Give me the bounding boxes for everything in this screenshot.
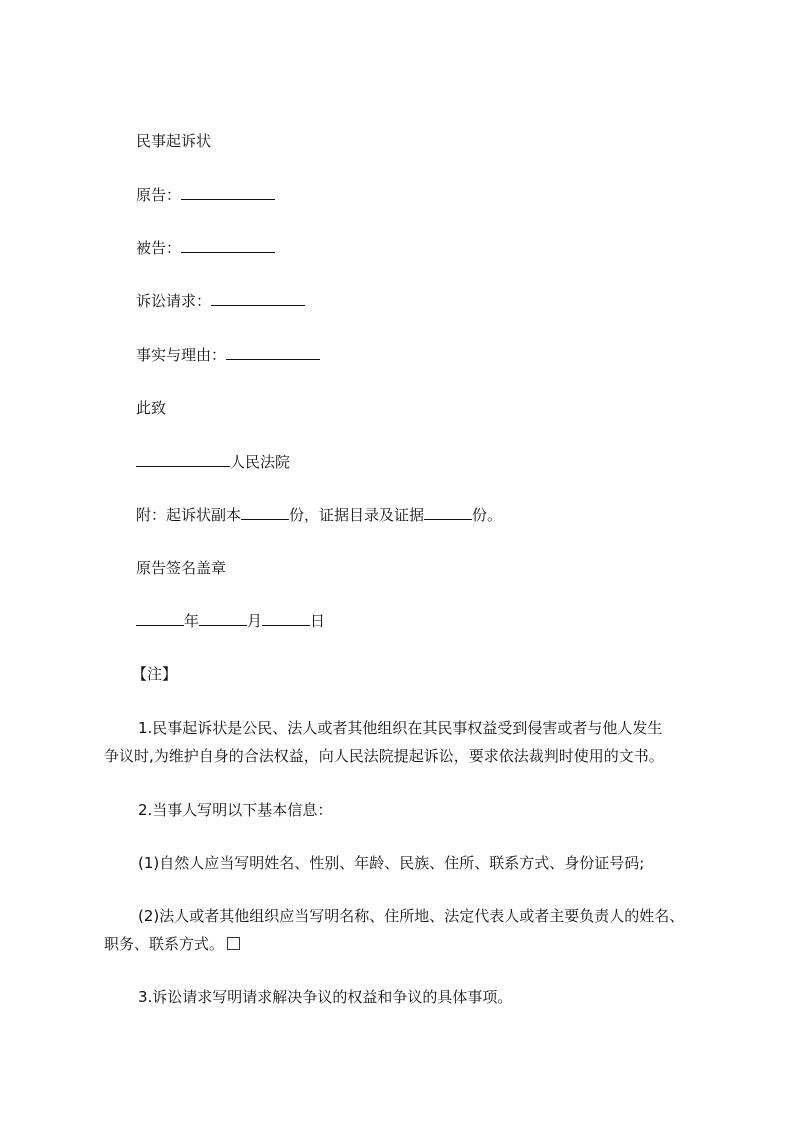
note-1-line-2: 争议时,为维护自身的合法权益，向人民法院提起诉讼，要求依法裁判时使用的文书。 [104, 747, 664, 765]
court-line [136, 452, 290, 472]
court-blank [136, 452, 230, 467]
year-blank [136, 611, 184, 626]
month-label: 月 [247, 612, 263, 630]
note-3 [104, 983, 724, 1011]
court-suffix: 人民法院 [230, 453, 291, 471]
facts-label: 事实与理由： [136, 346, 227, 364]
attachment-line [136, 505, 502, 525]
year-label: 年 [184, 612, 200, 630]
note-2-b-line-2-wrap [104, 930, 724, 958]
notes-heading: 【注】 [132, 665, 178, 683]
attach-suffix: 份。 [472, 506, 503, 524]
note-2-a-text: (1)自然人应当写明姓名、性别、年龄、民族、住所、联系方式、身份证号码; [138, 854, 645, 872]
day-blank [262, 611, 310, 626]
defendant-line [136, 238, 275, 258]
note-2-b-line-1: (2)法人或者其他组织应当写明名称、住所地、法定代表人或者主要负责人的姓名、 [138, 907, 685, 925]
document-title: 民事起诉状 [136, 132, 212, 150]
note-2 [104, 796, 724, 824]
checkbox-icon [227, 937, 240, 950]
note-1-line-1: 1.民事起诉状是公民、法人或者其他组织在其民事权益受到侵害或者与他人发生 [138, 719, 663, 737]
evidence-blank [424, 505, 472, 520]
copies-blank [241, 505, 289, 520]
attach-mid: 份，证据目录及证据 [289, 506, 425, 524]
note-2-b-line-2: 职务、联系方式。 [104, 935, 225, 953]
plaintiff-blank [181, 185, 275, 200]
facts-line [136, 345, 320, 365]
month-blank [199, 611, 247, 626]
defendant-label: 被告： [136, 239, 182, 257]
signature-line: 原告签名盖章 [136, 559, 227, 577]
note-1 [104, 714, 724, 770]
attach-prefix: 附：起诉状副本 [136, 506, 242, 524]
plaintiff-label: 原告： [136, 186, 182, 204]
note-2-text: 2.当事人写明以下基本信息： [138, 801, 333, 819]
note-2-b [104, 902, 724, 958]
facts-blank [226, 345, 320, 360]
claims-line [136, 291, 305, 311]
salutation: 此致 [136, 399, 167, 417]
note-3-text: 3.诉讼请求写明请求解决争议的权益和争议的具体事项。 [138, 988, 513, 1006]
claims-label: 诉讼请求： [136, 292, 212, 310]
note-2-a [104, 849, 724, 877]
claims-blank [211, 291, 305, 306]
plaintiff-line [136, 185, 275, 205]
defendant-blank [181, 238, 275, 253]
day-label: 日 [310, 612, 326, 630]
date-line [136, 611, 325, 631]
